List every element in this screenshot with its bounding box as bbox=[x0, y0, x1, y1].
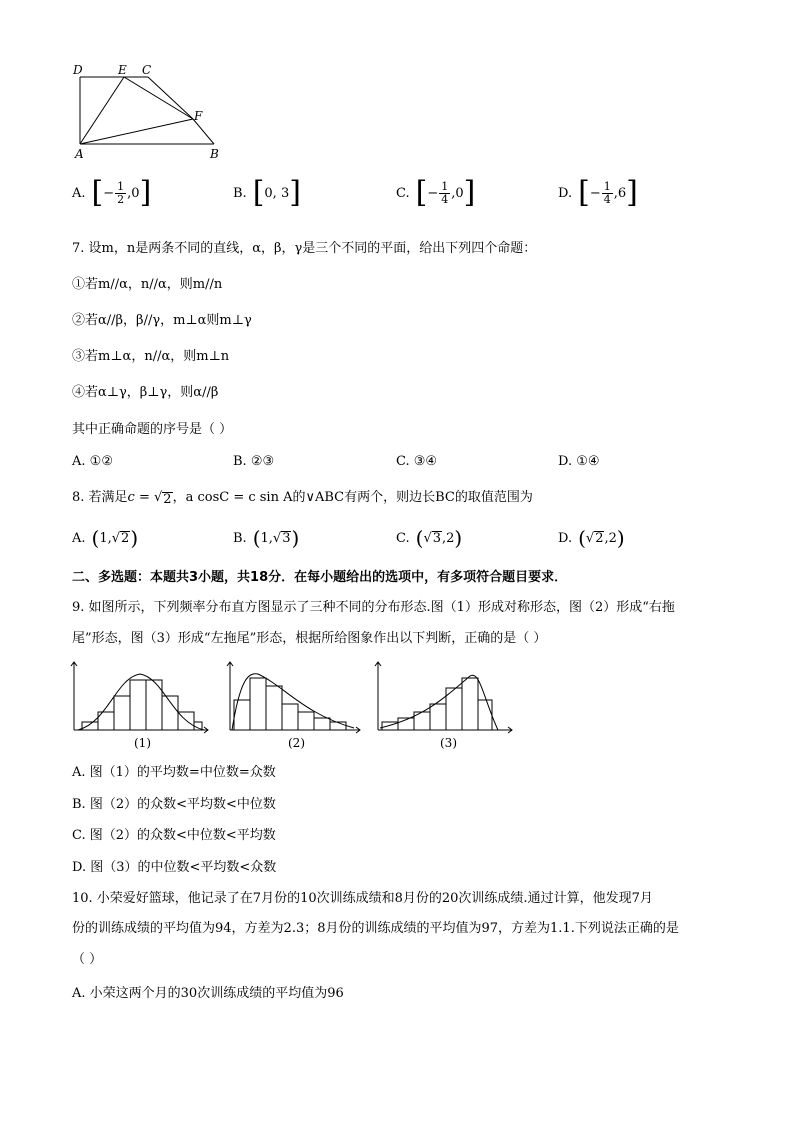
q7-option-c[interactable]: C. ③④ bbox=[396, 454, 438, 469]
q9-line-1: 9. 如图所示，下列频率分布直方图显示了三种不同的分布形态.图（1）形成对称形态，图（2）形成“右拖 bbox=[72, 600, 675, 615]
q9-line-2: 尾”形态，图（3）形成“左拖尾”形态，根据所给图象作出以下判断，正确的是（ ） bbox=[72, 631, 547, 646]
histogram-3-label: (3) bbox=[440, 736, 457, 750]
q6-option-c[interactable]: C. [ − $\frac{1}{4}$ ,0 ] bbox=[396, 175, 476, 210]
q7-option-a[interactable]: A. ①② bbox=[72, 454, 113, 469]
q7-proposition-4: ④若α⊥γ，β⊥γ，则α//β bbox=[72, 385, 219, 400]
q9-option-d[interactable]: D. 图（3）的中位数<平均数<众数 bbox=[72, 860, 277, 875]
q10-line-2: 份的训练成绩的平均值为94，方差为2.3；8月份的训练成绩的平均值为97，方差为1.1.下列说法正确的是 bbox=[72, 921, 679, 936]
trapezoid-figure bbox=[70, 60, 230, 165]
label-B: B bbox=[210, 147, 219, 161]
q6-option-b[interactable]: B. [ 0, 3 ] bbox=[233, 175, 301, 210]
label-E: E bbox=[118, 63, 127, 77]
q10-line-1: 10. 小荣爱好篮球，他记录了在7月份的10次训练成绩和8月份的20次训练成绩.通过计算，他发现7月 bbox=[72, 891, 653, 906]
q8-option-d[interactable]: D. ( √ 2 ,2 ) bbox=[558, 526, 625, 550]
label-C: C bbox=[142, 63, 152, 77]
q7-proposition-2: ②若α//β，β//γ，m⊥α则m⊥γ bbox=[72, 313, 252, 328]
q8-option-a[interactable]: A. ( 1, √ 2 ) bbox=[72, 526, 139, 550]
q8-stem: 8. 若满足c = √ 2 ，a cosC = c sin A的∨ABC有两个，则边长BC的取值范围为 bbox=[72, 490, 533, 507]
histogram-1-label: (1) bbox=[134, 736, 151, 750]
histogram-symmetric bbox=[68, 660, 213, 755]
q6-option-a[interactable]: A. [ − $\frac{1}{2}$ ,0 ] bbox=[72, 175, 152, 210]
q9-option-a[interactable]: A. 图（1）的平均数=中位数=众数 bbox=[72, 765, 276, 780]
histogram-2-label: (2) bbox=[288, 736, 305, 750]
q10-line-3: （ ） bbox=[72, 952, 103, 967]
histogram-right-skewed bbox=[224, 660, 364, 755]
q8-option-b[interactable]: B. ( 1, √ 3 ) bbox=[233, 526, 300, 550]
histogram-left-skewed bbox=[372, 660, 517, 755]
q9-option-b[interactable]: B. 图（2）的众数<平均数<中位数 bbox=[72, 797, 276, 812]
section-2-heading: 二、多选题：本题共3小题，共18分．在每小题给出的选项中，有多项符合题目要求． bbox=[72, 570, 568, 585]
q6-option-d[interactable]: D. [ − $\frac{1}{4}$ ,6 ] bbox=[558, 175, 638, 210]
q7-question: 其中正确命题的序号是（ ） bbox=[72, 422, 233, 437]
q9-option-c[interactable]: C. 图（2）的众数<中位数<平均数 bbox=[72, 828, 276, 843]
q7-option-d[interactable]: D. ①④ bbox=[558, 454, 600, 469]
q7-proposition-1: ①若m//α，n//α，则m//n bbox=[72, 277, 223, 292]
q7-option-b[interactable]: B. ②③ bbox=[233, 454, 275, 469]
q10-option-a[interactable]: A. 小荣这两个月的30次训练成绩的平均值为96 bbox=[72, 986, 344, 1001]
label-F: F bbox=[194, 109, 203, 123]
label-A: A bbox=[75, 147, 84, 161]
q7-proposition-3: ③若m⊥α，n//α，则m⊥n bbox=[72, 349, 230, 364]
q7-stem: 7. 设m，n是两条不同的直线，α，β，γ是三个不同的平面，给出下列四个命题： bbox=[72, 241, 537, 256]
label-D: D bbox=[73, 63, 83, 77]
q8-option-c[interactable]: C. ( √ 3 ,2 ) bbox=[396, 526, 463, 550]
